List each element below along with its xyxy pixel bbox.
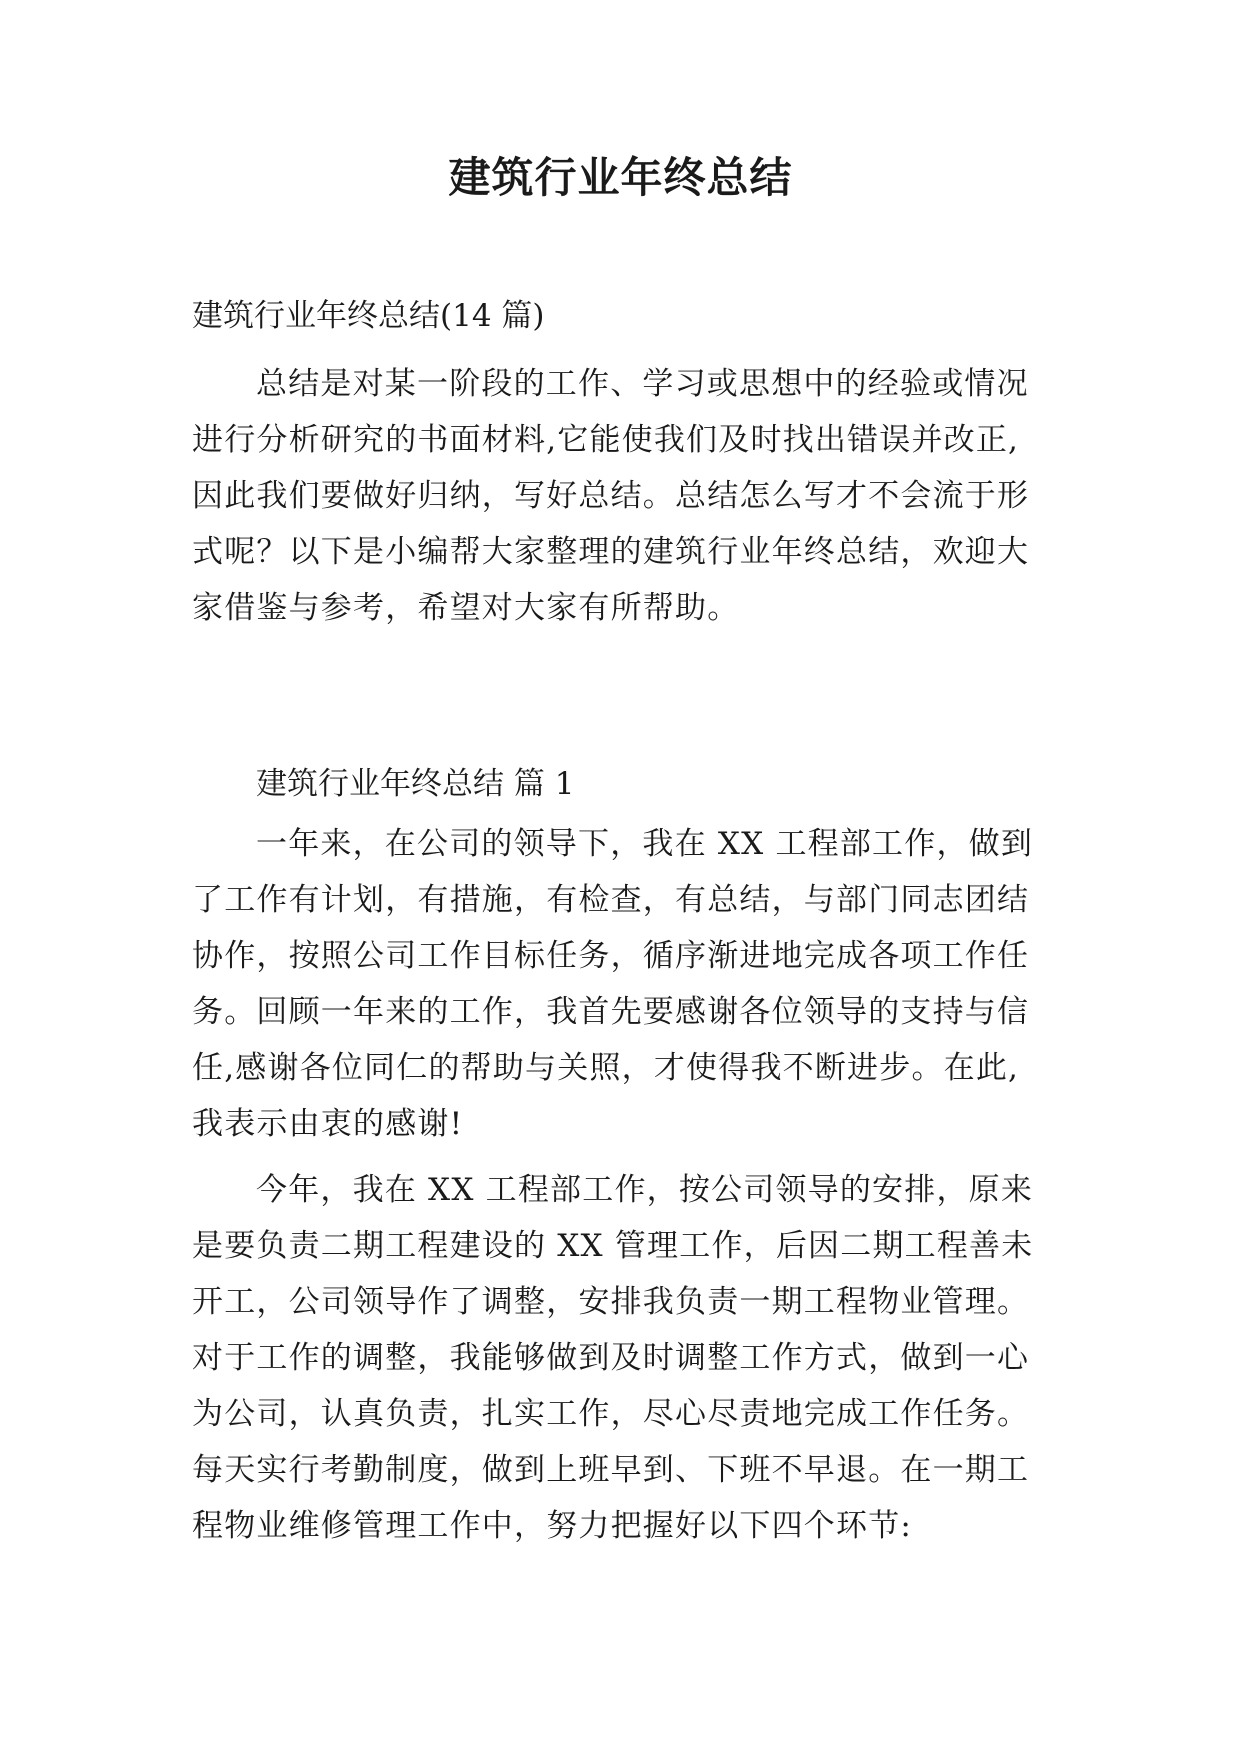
paragraph-line: 协作，按照公司工作目标任务，循序渐进地完成各项工作任	[192, 938, 1030, 974]
document-title: 建筑行业年终总结	[448, 153, 793, 202]
document-subtitle: 建筑行业年终总结(14 篇)	[192, 298, 545, 334]
paragraph-line: 对于工作的调整，我能够做到及时调整工作方式，做到一心	[192, 1340, 1030, 1376]
paragraph-2	[192, 1162, 1072, 1554]
paragraph-line: 每天实行考勤制度，做到上班早到、下班不早退。在一期工	[192, 1452, 1030, 1488]
paragraph-line: 了工作有计划，有措施，有检查，有总结，与部门同志团结	[192, 882, 1030, 918]
paragraph-line: 程物业维修管理工作中，努力把握好以下四个环节:	[192, 1508, 913, 1544]
paragraph-line: 务。回顾一年来的工作，我首先要感谢各位领导的支持与信	[192, 994, 1030, 1030]
paragraph-line: 我表示由衷的感谢!	[192, 1106, 464, 1142]
paragraph-line: 为公司，认真负责，扎实工作，尽心尽责地完成工作任务。	[192, 1396, 1030, 1432]
intro-line: 进行分析研究的书面材料,它能使我们及时找出错误并改正,	[192, 422, 1020, 458]
paragraph-line: 开工，公司领导作了调整，安排我负责一期工程物业管理。	[192, 1284, 1030, 1320]
intro-line: 总结是对某一阶段的工作、学习或思想中的经验或情况	[256, 366, 1029, 402]
intro-line: 式呢？以下是小编帮大家整理的建筑行业年终总结，欢迎大	[192, 534, 1030, 570]
paragraph-line: 任,感谢各位同仁的帮助与关照，才使得我不断进步。在此,	[192, 1050, 1020, 1086]
section-heading: 建筑行业年终总结 篇 1	[256, 766, 575, 802]
paragraph-line: 是要负责二期工程建设的 XX 管理工作，后因二期工程善未	[192, 1228, 1034, 1264]
paragraph-line: 一年来，在公司的领导下，我在 XX 工程部工作，做到	[256, 826, 1034, 862]
paragraph-line: 今年，我在 XX 工程部工作，按公司领导的安排，原来	[256, 1172, 1034, 1208]
intro-line: 家借鉴与参考，希望对大家有所帮助。	[192, 590, 740, 626]
paragraph-1	[192, 816, 1072, 1152]
intro-paragraph	[192, 356, 1072, 636]
intro-line: 因此我们要做好归纳，写好总结。总结怎么写才不会流于形	[192, 478, 1030, 514]
